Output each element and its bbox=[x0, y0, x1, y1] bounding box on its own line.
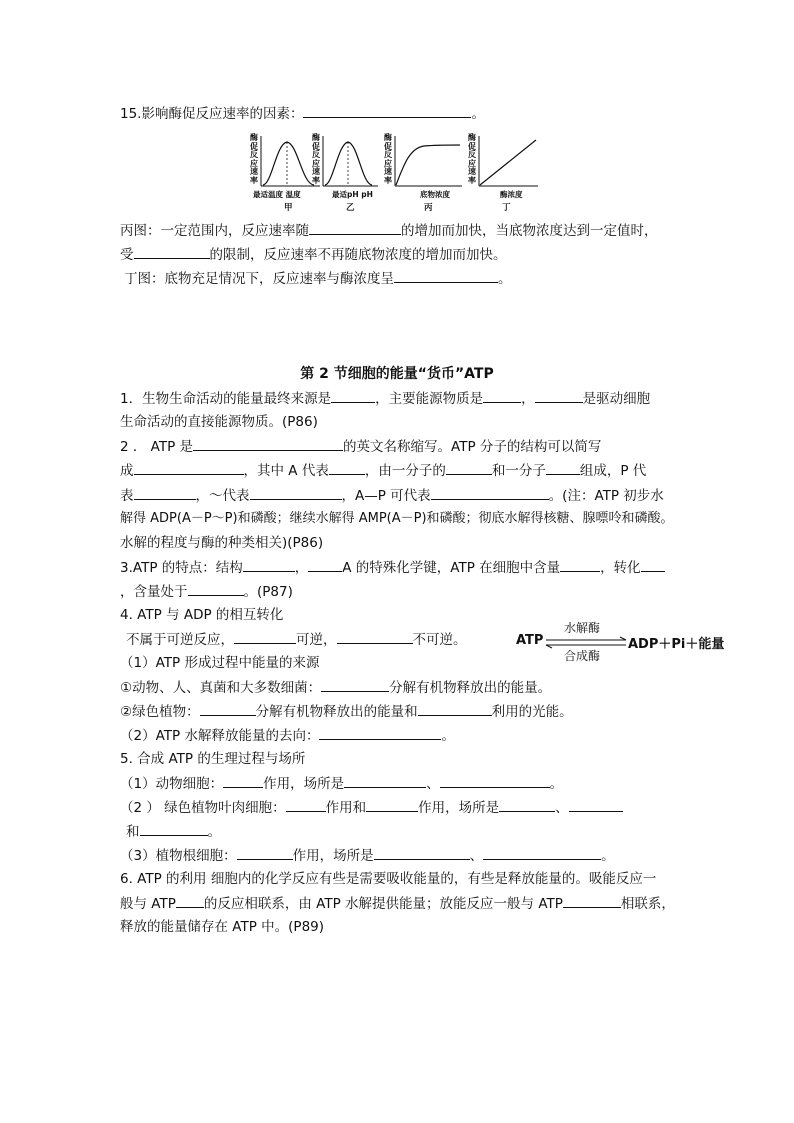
s1-line2: 生命活动的直接能源物质。(P86) bbox=[120, 414, 318, 430]
s2-line3: 表 ，～代表 ，A—P 可代表 。(注：ATP 初步水 bbox=[120, 488, 664, 504]
blank[interactable] bbox=[535, 389, 583, 403]
bing-text-line2: 受 的限制，反应速率不再随底物浓度的增加而加快。 bbox=[120, 247, 507, 263]
s4-line1: 不属于可逆反应， 可逆， 不可逆。 bbox=[126, 632, 467, 648]
blank[interactable] bbox=[308, 558, 342, 572]
blank[interactable] bbox=[560, 558, 600, 572]
blank[interactable] bbox=[366, 798, 418, 812]
blank[interactable] bbox=[431, 486, 549, 500]
blank[interactable] bbox=[569, 798, 623, 812]
figure-bing-plot bbox=[384, 134, 464, 194]
blank[interactable] bbox=[223, 774, 263, 788]
s2-line2: 成 ，其中 A 代表 ，由一分子的 和一分子 组成，P 代 bbox=[120, 463, 647, 479]
blank[interactable] bbox=[134, 461, 244, 475]
blank[interactable] bbox=[440, 774, 550, 788]
blank[interactable] bbox=[200, 702, 256, 716]
blank[interactable] bbox=[309, 221, 401, 235]
s5-line1: （1）动物细胞： 作用，场所是 、 。 bbox=[120, 776, 564, 792]
s5-line3: 和 。 bbox=[126, 824, 221, 840]
figure-ding: 酶促反应速率 酶浓度 丁 bbox=[468, 134, 540, 214]
ding-text-line: 丁图：底物充足情况下，反应速率与酶浓度呈 。 bbox=[124, 271, 512, 287]
blank[interactable] bbox=[331, 389, 375, 403]
blank[interactable] bbox=[243, 558, 295, 572]
blank[interactable] bbox=[374, 846, 470, 860]
s5-line2: （2 ） 绿色植物叶肉细胞： 作用和 作用，场所是 、 bbox=[120, 798, 623, 817]
blank[interactable] bbox=[641, 558, 665, 572]
blank[interactable] bbox=[234, 630, 296, 644]
blank[interactable] bbox=[237, 846, 293, 860]
s6-line2: 般与 ATP 的反应相联系，由 ATP 水解提供能量；放能反应一般与 ATP 相联系， bbox=[120, 896, 675, 912]
s6-line1: 6. ATP 的利用 细胞内的化学反应有些是需要吸收能量的，有些是释放能量的。吸能反应一 bbox=[120, 871, 657, 887]
s4-title: 4. ATP 与 ADP 的相互转化 bbox=[120, 607, 284, 623]
blank[interactable] bbox=[176, 894, 204, 908]
enzyme-rate-figures bbox=[250, 134, 540, 214]
blank[interactable] bbox=[193, 437, 343, 451]
blank[interactable] bbox=[319, 726, 441, 740]
s2-line5: 水解的程度与酶的种类相关)(P86) bbox=[120, 535, 324, 551]
blank[interactable] bbox=[286, 798, 326, 812]
blank[interactable] bbox=[321, 678, 389, 692]
s4-p2-line: ②绿色植物： 分解有机物释放出的能量和 利用的光能。 bbox=[120, 704, 573, 720]
blank[interactable] bbox=[483, 389, 521, 403]
bing-text-line1: 丙图：一定范围内，反应速率随 的增加而加快，当底物浓度达到一定值时， bbox=[120, 223, 658, 239]
s2-line1: 2 ． ATP 是 的英文名称缩写。ATP 分子的结构可以简写 bbox=[120, 439, 602, 455]
s1-line1: 1．生物生命活动的能量最终来源是 ，主要能源物质是 ， 是驱动细胞 bbox=[120, 391, 651, 407]
s4-p1: （1）ATP 形成过程中能量的来源 bbox=[120, 655, 320, 671]
blank[interactable] bbox=[499, 798, 555, 812]
s4-p1-line: ①动物、人、真菌和大多数细菌： 分解有机物释放出的能量。 bbox=[120, 680, 552, 696]
blank[interactable] bbox=[188, 582, 244, 596]
figure-ding-plot bbox=[468, 134, 540, 194]
figure-jia: 酶促反应速率 最适温度 温度 甲 bbox=[250, 134, 322, 214]
blank[interactable] bbox=[337, 630, 413, 644]
blank[interactable] bbox=[446, 461, 492, 475]
blank[interactable] bbox=[483, 846, 601, 860]
s5-title: 5. 合成 ATP 的生理过程与场所 bbox=[120, 751, 306, 767]
blank[interactable] bbox=[134, 245, 210, 259]
q15-line: 15.影响酶促反应速率的因素： 。 bbox=[120, 106, 485, 122]
blank[interactable] bbox=[344, 774, 426, 788]
blank[interactable] bbox=[546, 461, 580, 475]
s3-line1: 3.ATP 的特点：结构 ， A 的特殊化学键，ATP 在细胞中含量 ，转化 bbox=[120, 558, 665, 577]
blank[interactable] bbox=[418, 702, 492, 716]
blank[interactable] bbox=[303, 104, 471, 118]
blank[interactable] bbox=[394, 269, 498, 283]
s2-line4: 解得 ADP(A－P～P)和磷酸；继续水解得 AMP(A－P)和磷酸；彻底水解得核糖、腺嘌呤和磷酸。 bbox=[120, 511, 674, 526]
blank[interactable] bbox=[140, 822, 208, 836]
s3-line2: ，含量处于 。(P87) bbox=[120, 584, 293, 600]
s6-line3: 释放的能量储存在 ATP 中。(P89) bbox=[120, 919, 325, 935]
s4-p3-line: （2）ATP 水解释放能量的去向： 。 bbox=[120, 728, 455, 744]
figure-bing: 酶促反应速率 底物浓度 丙 bbox=[384, 134, 456, 214]
blank[interactable] bbox=[134, 486, 196, 500]
atp-adp-reaction: ATP 水解酶 合成酶 ADP＋Pi＋能量 bbox=[516, 621, 725, 663]
blank[interactable] bbox=[329, 461, 365, 475]
figure-yi: 酶促反应速率 最适pH pH 乙 bbox=[312, 134, 384, 214]
blank[interactable] bbox=[250, 486, 342, 500]
blank[interactable] bbox=[563, 894, 621, 908]
figure-yi-plot bbox=[312, 134, 384, 194]
section-title: 第 2 节细胞的能量“货币”ATP bbox=[300, 366, 494, 382]
s5-line4: （3）植物根细胞： 作用，场所是 、 。 bbox=[120, 848, 615, 864]
